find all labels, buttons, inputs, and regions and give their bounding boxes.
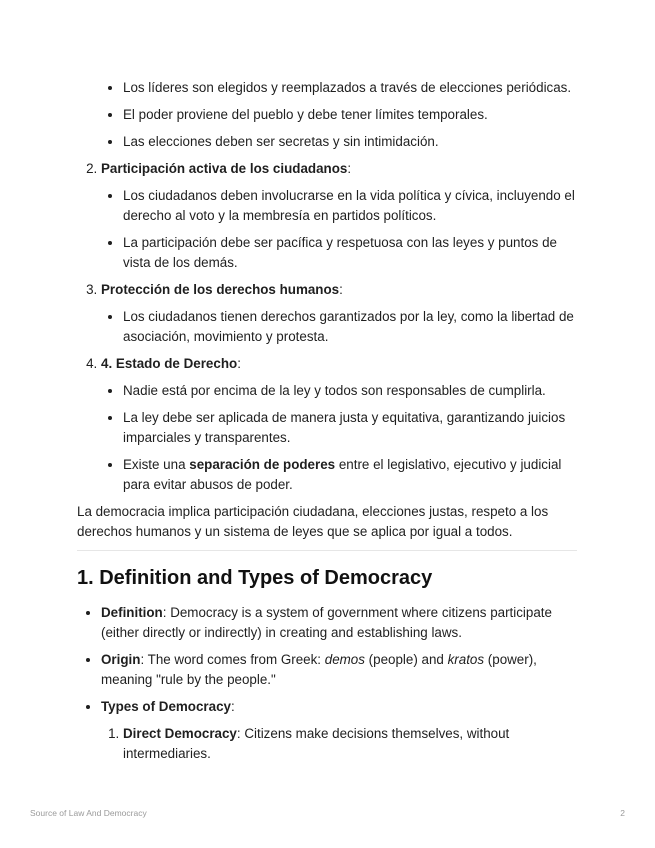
principle-bullets <box>101 307 577 347</box>
bold-term: separación de poderes <box>189 457 336 472</box>
top-bullet-list <box>77 78 577 152</box>
list-item <box>123 724 577 764</box>
text-span: : The word comes from Greek: <box>140 652 325 667</box>
page-number: 2 <box>620 808 625 818</box>
definition-label: Definition <box>101 605 163 620</box>
footer-title: Source of Law And Democracy <box>30 808 147 818</box>
principle-item <box>101 280 577 347</box>
list-item <box>101 697 577 764</box>
section-divider <box>77 550 577 551</box>
summary-paragraph: La democracia implica participación ciudadana, elecciones justas, respeto a los derechos humanos y un sistema de leyes que se aplica por igual a todos. <box>77 504 549 539</box>
text-span: (power), meaning "rule by the people." <box>101 652 537 687</box>
list-item: • La participación debe ser pacífica y respetuosa con las leyes y puntos de vista de los demás. <box>123 233 577 273</box>
greek-term: demos <box>324 652 365 667</box>
principles-list <box>77 159 577 495</box>
principle-suffix: : <box>339 282 343 297</box>
principle-suffix: : <box>237 356 241 371</box>
principle-suffix: : <box>347 161 352 176</box>
list-item: • La ley debe ser aplicada de manera justa y equitativa, garantizando juicios imparciales y transparentes. <box>123 408 577 448</box>
types-suffix: : <box>231 699 235 714</box>
list-item: • Nadie está por encima de la ley y todos son responsables de cumplirla. <box>123 381 577 401</box>
types-list <box>101 724 577 764</box>
principle-item <box>101 354 577 495</box>
list-item: • Las elecciones deben ser secretas y sin intimidación. <box>123 132 577 152</box>
section-heading: 1. Definition and Types of Democracy <box>77 567 433 589</box>
principle-bullets <box>101 381 577 495</box>
greek-term: kratos <box>447 652 485 667</box>
list-item: • Los ciudadanos deben involucrarse en la vida política y cívica, incluyendo el derecho al voto y la membresía en partidos políticos. <box>123 186 577 226</box>
definition-list <box>77 603 577 764</box>
text-span: entre el legislativo, ejecutivo y judicial para evitar abusos de poder. <box>123 457 562 492</box>
principle-bullets <box>101 186 577 273</box>
text-span: Existe una <box>123 457 190 472</box>
text-span: (people) and <box>364 652 448 667</box>
definition-text: : Democracy is a system of government where citizens participate (either directly or indirectly) in creating and establishing laws. <box>101 605 552 640</box>
list-item <box>123 455 577 495</box>
origin-label: Origin <box>101 652 141 667</box>
document-body <box>77 78 577 771</box>
principle-item <box>101 159 577 273</box>
types-label: Types of Democracy <box>101 699 231 714</box>
principle-title: Protección de los derechos humanos <box>101 282 340 297</box>
principle-title: Participación activa de los ciudadanos <box>101 161 348 176</box>
list-item: • Los ciudadanos tienen derechos garantizados por la ley, como la libertad de asociación, movimiento y protesta. <box>123 307 577 347</box>
type-label: Direct Democracy <box>123 726 237 741</box>
list-item: • Los líderes son elegidos y reemplazados a través de elecciones periódicas. <box>123 78 577 98</box>
principle-title: 4. Estado de Derecho <box>101 356 238 371</box>
list-item <box>101 603 577 643</box>
list-item <box>101 650 577 690</box>
list-item: • El poder proviene del pueblo y debe tener límites temporales. <box>123 105 577 125</box>
type-text: : Citizens make decisions themselves, without intermediaries. <box>123 726 510 761</box>
